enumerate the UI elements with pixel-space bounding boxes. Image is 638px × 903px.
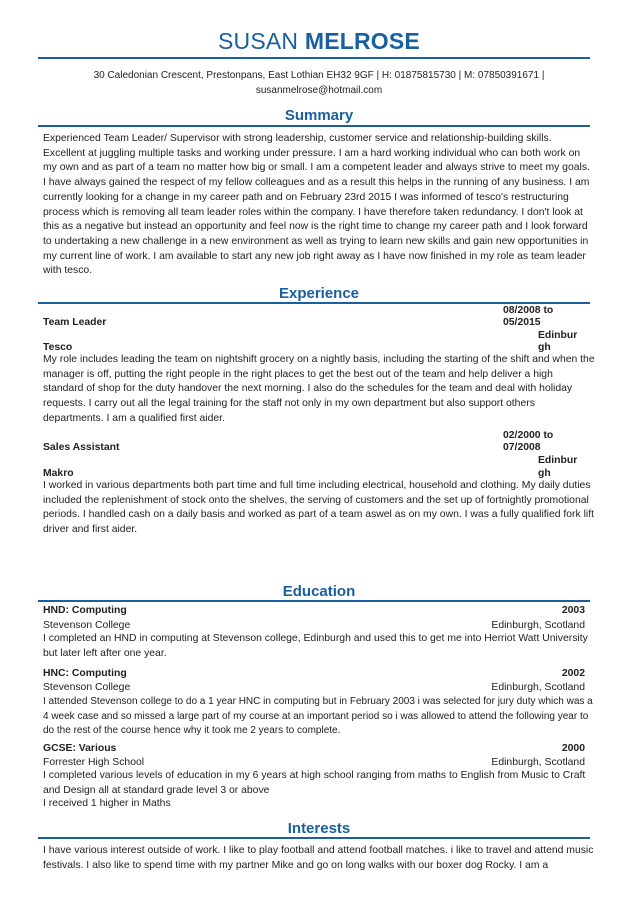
job-1-location-part1: Edinbur bbox=[538, 330, 578, 341]
edu-1-year: 2003 bbox=[561, 605, 585, 616]
interests-heading: Interests bbox=[287, 820, 351, 837]
edu-1-qual: HND bbox=[43, 605, 66, 616]
job-2-role: Sales Assistant bbox=[43, 442, 120, 453]
job-2-company: Makro bbox=[43, 468, 74, 479]
edu-1-title bbox=[43, 605, 127, 618]
edu-3-extra: I received 1 higher in Maths bbox=[43, 798, 171, 809]
experience-divider bbox=[38, 302, 590, 304]
job-1-company: Tesco bbox=[43, 342, 73, 353]
edu-3-subject: : Various bbox=[72, 743, 117, 754]
edu-2-location: Edinburgh, Scotland bbox=[491, 682, 585, 693]
job-2-location-part2: gh bbox=[538, 468, 551, 479]
edu-3-year: 2000 bbox=[561, 743, 585, 754]
job-1-dates-end: 05/2015 bbox=[503, 317, 541, 328]
edu-3-description: I completed various levels of education in my 6 years at high school ranging from maths to English from Music to Craft and Design all at standard grade level 3 or above bbox=[43, 770, 586, 796]
edu-2-subject: : Computing bbox=[65, 668, 127, 679]
edu-2-school: Stevenson College bbox=[43, 682, 131, 693]
interests-text: I have various interest outside of work. I like to play football and attend football matches. i like to travel and attend music festivals. I also like to spend time with my partner Mike and go on long walks with our boxer dog Rocky. I am a bbox=[43, 845, 594, 871]
job-2-description: I worked in various departments both part time and full time including electrical, household and clothing. My daily duties included the replenishment of stock onto the shelves, the serving of customers and the set up of fortnightly promotional periods. I handled cash on a daily basis and worked as part of a team aswel as on my own. I was a fully qualified fork lift driver and first aider. bbox=[43, 480, 594, 536]
summary-heading: Summary bbox=[284, 107, 354, 124]
edu-3-location: Edinburgh, Scotland bbox=[491, 757, 585, 768]
job-2-dates-end: 07/2008 bbox=[503, 442, 541, 453]
email-address: susanmelrose@hotmail.com bbox=[255, 85, 383, 96]
job-1-description: My role includes leading the team on nightshift grocery on a nightly basis, including the starting of the shift and when the manager is off, putting the right people in the right places to get the best out of the team and help deliver a high standard of shop for the duty handover the next morning. I also do the schedules for the team and deal with holiday requests. I carry out all the legal training for the staff not only in my own department but also support others departments. I am a qualified first aider. bbox=[43, 354, 595, 424]
job-1-role: Team Leader bbox=[43, 317, 107, 328]
first-name: SUSAN bbox=[218, 28, 299, 54]
edu-3-school: Forrester High School bbox=[43, 757, 145, 768]
edu-1-location: Edinburgh, Scotland bbox=[491, 620, 585, 631]
last-name: MELROSE bbox=[304, 28, 420, 54]
edu-2-description: I attended Stevenson college to do a 1 year HNC in computing but in February 2003 i was selected for jury duty which was a 4 week case and so missed a large part of my course at an important period so i was allowed to attend the following year to do the rest of the course hence why it took me 2 years to complete. bbox=[43, 696, 593, 737]
edu-3-qual: GCSE bbox=[43, 743, 73, 754]
interests-divider bbox=[38, 837, 590, 839]
edu-2-title bbox=[43, 668, 127, 681]
education-heading: Education bbox=[282, 583, 356, 600]
job-2-dates-start: 02/2000 to bbox=[503, 430, 554, 441]
header-divider bbox=[38, 57, 590, 59]
edu-1-subject: : Computing bbox=[65, 605, 127, 616]
job-2-location-part1: Edinbur bbox=[538, 455, 578, 466]
edu-1-school: Stevenson College bbox=[43, 620, 131, 631]
job-1-location-part2: gh bbox=[538, 342, 551, 353]
experience-heading: Experience bbox=[278, 285, 360, 302]
edu-3-title bbox=[43, 743, 116, 756]
job-1-dates-start: 08/2008 to bbox=[503, 305, 554, 316]
edu-1-description: I completed an HND in computing at Stevenson college, Edinburgh and used this to get me into Herriot Watt University but later left after one year. bbox=[43, 633, 588, 659]
address-line: 30 Caledonian Crescent, Prestonpans, East Lothian EH32 9GF | H: 01875815730 | M: 07850391671 | bbox=[93, 70, 545, 81]
candidate-name bbox=[0, 28, 638, 55]
contact-info bbox=[0, 68, 638, 98]
edu-2-year: 2002 bbox=[561, 668, 585, 679]
edu-2-qual: HNC bbox=[43, 668, 66, 679]
summary-divider bbox=[38, 125, 590, 127]
education-divider bbox=[38, 600, 590, 602]
summary-text: Experienced Team Leader/ Supervisor with strong leadership, customer service and relationship-building skills. Excellent at juggling multiple tasks and working under pressure. I am a hard working individual who can both work on my own and as part of a team no matter how big or small. I am a competent leader and always strive to meet my goals. I have always gained the respect of my fellow colleagues and as a result this helps in the running of any business. I am currently looking for a change in my career path and on February 23rd 2015 I was informed of tesco's restructuring process which is removing all team leader roles within the company. I have therefore taken redundancy. I don't look at this as a negative but instead an opportunity and feel now is the right time to change my career path and I look forward to undertaking a new challenge in a new environment as well as trying to learn new skills and gain new opportunities in my current line of work. I am available to start any new job right away as I have now finished in my role as team leader with tesco. bbox=[43, 133, 590, 277]
